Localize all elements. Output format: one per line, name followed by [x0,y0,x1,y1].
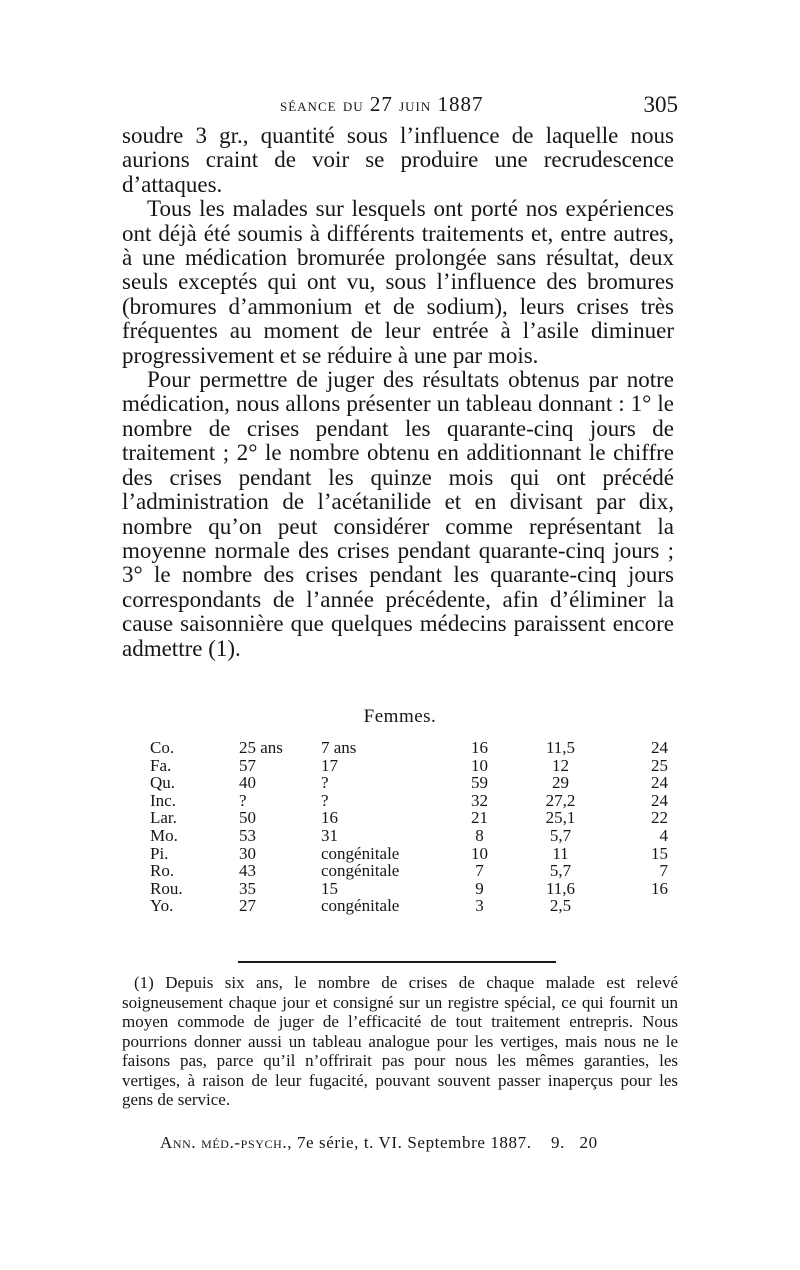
table-cell-crises-previous-year: 22 [651,808,668,828]
table-row [150,897,668,915]
table-row [150,774,668,792]
running-title-du: du [342,95,364,116]
running-title-prefix: séance [280,95,337,116]
table-cell-age: ? [239,790,247,810]
table-cell-crises-previous-year: 24 [651,790,668,810]
table-cell-crises-mean: 11 [552,843,569,863]
table-cell-disease-duration: congénitale [321,896,400,916]
table-cell-patient: Yo. [150,896,174,916]
crisis-table-body [150,739,668,915]
running-title [280,92,484,117]
table-cell-patient: Lar. [150,808,177,828]
table-cell-crises-mean: 11,5 [545,738,576,757]
table-cell-disease-duration: 17 [321,755,338,775]
table-cell-age: 43 [239,861,256,881]
table-cell-patient: Fa. [150,755,172,775]
table-cell-age: 50 [239,808,256,828]
table-cell-crises-treatment: 3 [475,896,484,916]
table-cell-patient: Qu. [150,773,176,793]
footnote [122,973,678,1110]
table-cell-crises-previous-year [608,897,668,915]
table-cell-crises-previous-year: 7 [659,861,668,881]
table-row [150,792,668,810]
signature-line [160,1133,598,1153]
body-text [122,124,674,661]
paragraph-continuation: soudre 3 gr., quantité sous l’influence de laquelle nous aurions craint de voir se produire une recrudescence d’attaques. [122,123,674,197]
table-cell-crises-mean: 27,2 [545,790,576,810]
table-cell-crises-treatment: 32 [471,790,488,810]
table-cell-age: 53 [239,825,256,845]
footnote-rule [238,961,556,963]
table-cell-crises-mean: 11,6 [545,878,576,898]
table-cell-disease-duration: 31 [321,825,338,845]
table-cell-age: 57 [239,755,256,775]
running-title-day: 27 [369,92,393,116]
paragraph-patients: Tous les malades sur lesquels ont porté nos expériences ont déjà été soumis à différents traitements et, entre autres, à une médication bromurée prolongée sans résultat, deux seuls exceptés qui ont vu, sous l’influence des bromures (bromures d’ammonium et de sodium), leurs crises très fréquentes au moment de leur entrée à l’asile diminuer progressivement et se réduire à une par mois. [122,196,674,368]
table-cell-disease-duration: congénitale [321,861,400,881]
table-caption: Femmes. [363,706,437,727]
signature-series: 7e série, t. VI. Septembre 1887. [296,1133,532,1152]
table-cell-age: 40 [239,773,256,793]
table-cell-disease-duration: congénitale [321,843,400,863]
footnote-text: (1) Depuis six ans, le nombre de crises de chaque malade est relevé soigneusement chaque jour et consigné sur un registre spécial, ce qui fournit un moyen commode de juger de l’efficacité de tout traitement entrepris. Nous pourrions donner aussi un tableau analogue pour les vertiges, mais nous ne le faisons pas, parce qu’il n’offrirait pas pour nous les mêmes garanties, les vertiges, à raison de leur fugacité, pouvant souvent passer inaperçus pour les gens de service. [122,973,678,1109]
signature-sheet-page: 20 [579,1133,598,1152]
table-cell-disease-duration: 15 [321,878,338,898]
table-cell-disease-duration: ? [321,773,329,793]
table-cell-crises-treatment: 7 [475,861,484,881]
crisis-table [150,739,668,915]
table-cell-patient: Ro. [150,861,175,881]
table-row [150,880,668,898]
table-cell-disease-duration: ? [321,790,329,810]
table-cell-crises-treatment: 16 [471,738,488,757]
table-cell-crises-previous-year: 15 [651,843,668,863]
table-row [150,739,668,757]
table-cell-crises-mean: 29 [552,773,569,793]
table-cell-crises-treatment: 21 [471,808,488,828]
table-cell-crises-treatment: 10 [471,843,488,863]
table-cell-crises-previous-year: 24 [651,773,668,793]
table-cell-age: 25 ans [239,738,283,757]
table-row [150,862,668,880]
running-title-year: 1887 [437,92,484,116]
table-cell-patient: Pi. [150,843,169,863]
table-cell-crises-mean: 5,7 [549,825,572,845]
table-row [150,845,668,863]
table-row [150,827,668,845]
table-cell-age: 35 [239,878,256,898]
table-row [150,809,668,827]
table-row [150,757,668,775]
table-cell-age: 27 [239,896,256,916]
table-cell-crises-mean: 5,7 [549,861,572,881]
paragraph-method: Pour permettre de juger des résultats obtenus par notre médication, nous allons présenter un tableau donnant : 1° le nombre de crises pendant les quarante-cinq jours de traitement ; 2° le nombre obtenu en additionnant le chiffre des crises pendant les quinze mois qui ont précédé l’administration de l’acétanilide et en divisant par dix, nombre qu’on peut considérer comme représentant la moyenne normale des crises pendant quarante-cinq jours ; 3° le nombre des crises pendant les quarante-cinq jours correspondants de l’année précédente, afin d’éliminer la cause saisonnière que quelques médecins paraissent encore admettre (1). [122,367,674,661]
table-cell-crises-previous-year: 4 [659,825,668,845]
table-cell-patient: Mo. [150,825,178,845]
table-cell-age: 30 [239,843,256,863]
signature-sheet: 9. [550,1133,565,1152]
table-cell-patient: Co. [150,738,175,757]
running-title-month: juin [399,95,432,116]
table-cell-crises-mean: 25,1 [545,808,576,828]
page-number: 305 [643,92,678,117]
table-cell-crises-previous-year: 24 [651,738,668,757]
table-cell-patient: Rou. [150,878,183,898]
table-cell-crises-previous-year: 25 [651,755,668,775]
table-cell-crises-previous-year: 16 [651,878,668,898]
table-cell-crises-mean: 2,5 [549,896,572,916]
table-cell-crises-treatment: 9 [475,878,484,898]
table-cell-crises-treatment: 8 [475,825,484,845]
table-cell-patient: Inc. [150,790,176,810]
running-head [122,92,678,122]
table-cell-disease-duration: 7 ans [321,738,357,757]
table-cell-crises-treatment: 59 [471,773,488,793]
table-cell-crises-treatment: 10 [471,755,488,775]
table-cell-crises-mean: 12 [552,755,569,775]
table-cell-disease-duration: 16 [321,808,338,828]
signature-journal: Ann. méd.-psych., [160,1133,293,1152]
